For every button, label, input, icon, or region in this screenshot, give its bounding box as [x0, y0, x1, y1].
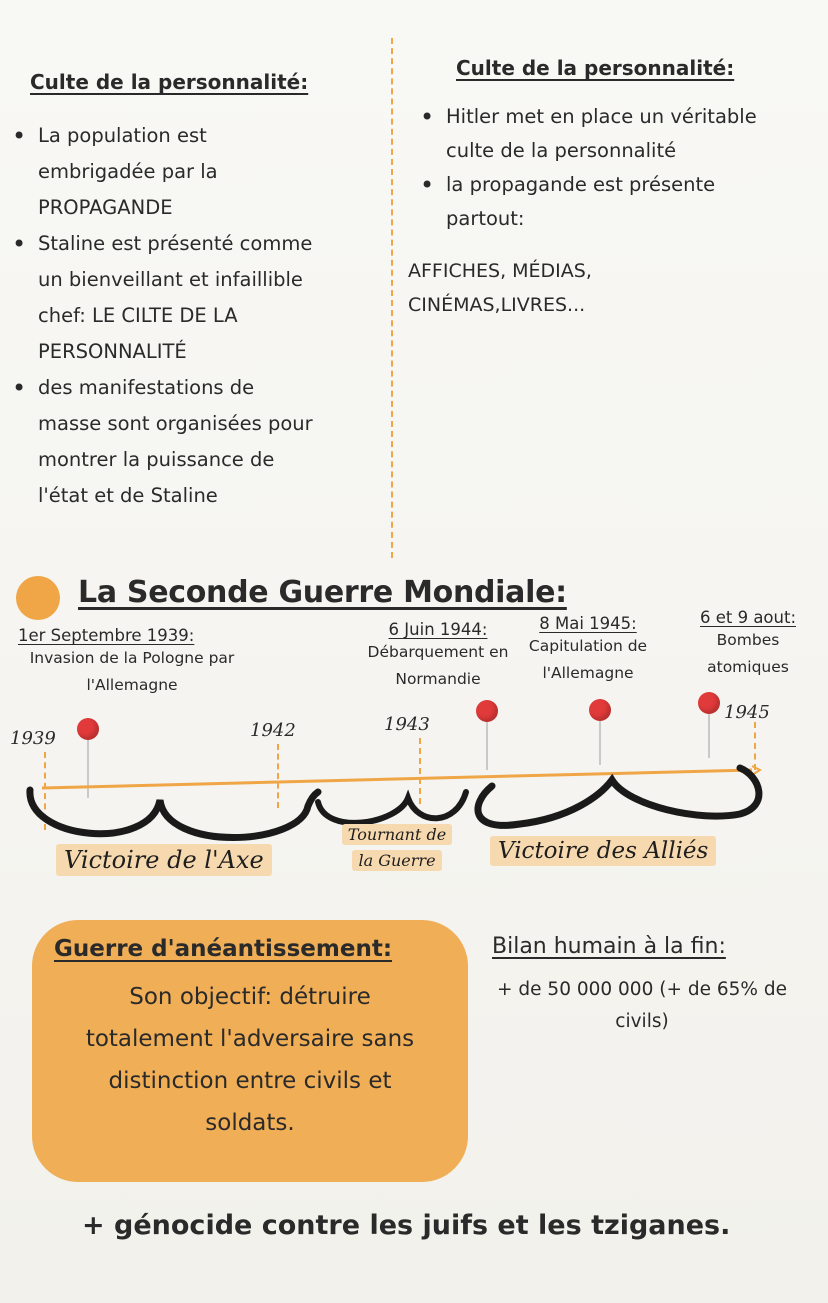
pin-icon [77, 718, 99, 740]
event-desc: Bombes atomiques [707, 631, 789, 676]
left-bullet-list [8, 118, 378, 514]
bilan-title: Bilan humain à la fin: [492, 934, 726, 959]
year-1945: 1945 [724, 702, 770, 723]
right-column-title: Culte de la personnalité: [456, 56, 735, 80]
event-date: 6 Juin 1944: [388, 620, 488, 639]
column-divider [391, 38, 393, 558]
event-date: 6 et 9 aout: [699, 608, 797, 627]
year-1939: 1939 [10, 728, 56, 749]
right-bullet-list [416, 100, 816, 236]
brace-axe [30, 790, 318, 838]
right-bullet-1: • Hitler met en place un véritable culte de la personnalité [416, 100, 816, 168]
genocide-note: + génocide contre les juifs et les tziganes. [82, 1210, 731, 1241]
left-bullet-2: • Staline est présenté comme un bienveillant et infaillible chef: LE CILTE DE LA PERSONNALITÉ [8, 226, 378, 370]
pin-mai-1945 [589, 699, 611, 721]
year-1942: 1942 [250, 720, 296, 741]
brace-tournant [318, 792, 466, 823]
pin-aout-1945 [698, 692, 720, 714]
left-bullet-1: • La population est embrigadée par la PROPAGANDE [8, 118, 378, 226]
guerre-box [32, 920, 468, 1182]
pin-icon [589, 699, 611, 721]
right-bullet-2: • la propagande est présente partout: [416, 168, 816, 236]
pin-icon [698, 692, 720, 714]
event-date: 8 Mai 1945: [539, 614, 637, 633]
event-aout-1945 [680, 608, 816, 681]
event-desc: Capitulation de l'Allemagne [528, 637, 648, 682]
event-juin-1944 [358, 620, 518, 693]
guerre-box-body: Son objectif: détruire totalement l'adversaire sans distinction entre civils et soldats. [85, 984, 415, 1136]
pin-icon [476, 700, 498, 722]
guerre-box-title: Guerre d'anéantissement: [54, 936, 393, 962]
pin-1939 [77, 718, 99, 740]
phase-axe: Victoire de l'Axe [56, 846, 272, 874]
right-extra-text: AFFICHES, MÉDIAS, CINÉMAS,LIVRES... [408, 260, 592, 316]
event-mai-1945 [518, 614, 658, 687]
event-desc: Invasion de la Pologne par l'Allemagne [29, 649, 235, 694]
section-dot [16, 576, 60, 620]
event-date: 1er Septembre 1939: [18, 626, 195, 645]
event-1939 [12, 626, 252, 699]
phase-allies: Victoire des Alliés [490, 838, 716, 864]
event-desc: Débarquement en Normandie [367, 643, 509, 688]
phase-tournant: Tournant de la Guerre [332, 822, 462, 874]
timeline-axis [42, 770, 752, 788]
year-1943: 1943 [384, 714, 430, 735]
bilan-body: + de 50 000 000 (+ de 65% de civils) [497, 979, 787, 1032]
left-column-title: Culte de la personnalité: [30, 70, 309, 94]
left-bullet-3: • des manifestations de masse sont organisées pour montrer la puissance de l'état et de Staline [8, 370, 378, 514]
pin-juin-1944 [476, 700, 498, 722]
section-title: La Seconde Guerre Mondiale: [78, 575, 567, 610]
